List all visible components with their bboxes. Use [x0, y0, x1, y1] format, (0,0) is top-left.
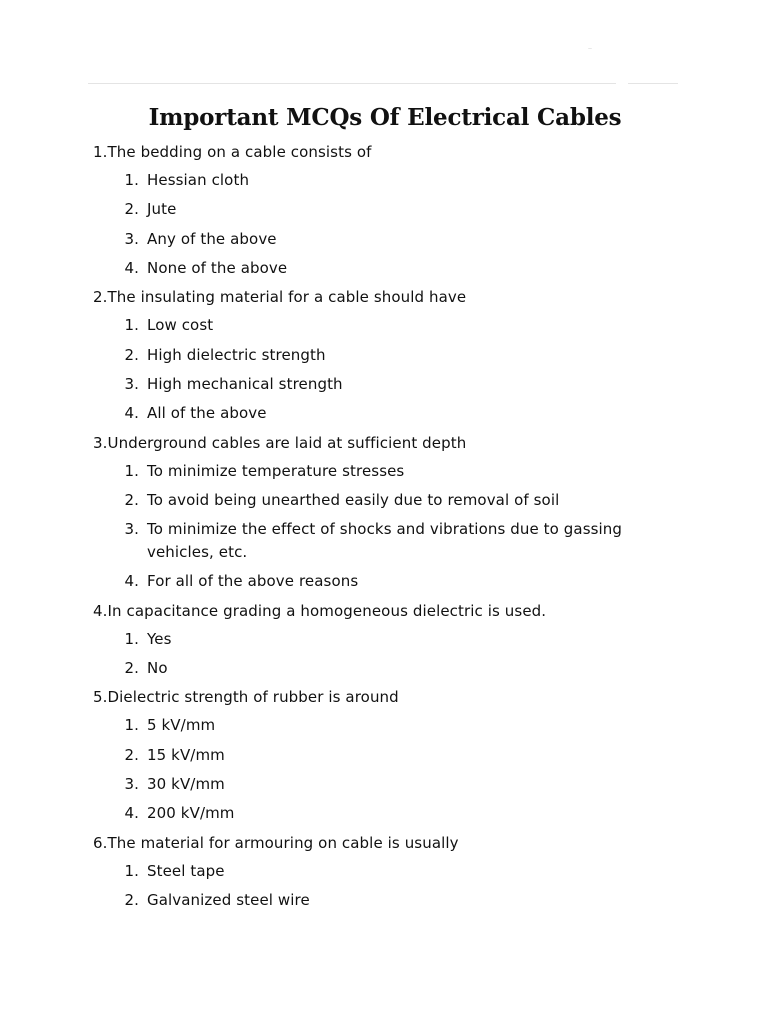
option-item	[93, 860, 673, 883]
option-item	[93, 773, 673, 796]
option-list	[93, 314, 673, 424]
option-number: 4.	[124, 804, 139, 823]
option-text: None of the above	[147, 258, 288, 277]
option-number: 2.	[124, 345, 139, 364]
option-text: Yes	[147, 629, 172, 648]
header-mark: —	[588, 46, 592, 51]
option-text: Hessian cloth	[147, 171, 250, 189]
option-item	[93, 628, 673, 651]
question-text: 4.In capacitance grading a homogeneous dielectric is used.	[93, 601, 547, 620]
option-item	[93, 344, 673, 367]
question-text: 1.The bedding on a cable consists of	[93, 143, 372, 161]
option-item	[93, 570, 673, 593]
option-item	[93, 489, 673, 512]
question-item	[93, 601, 673, 680]
option-number: 2.	[124, 745, 139, 764]
question-item	[93, 142, 673, 279]
option-list	[93, 460, 673, 593]
option-number: 1.	[124, 171, 139, 189]
option-text: 30 kV/mm	[147, 775, 225, 794]
option-item	[93, 744, 673, 767]
question-list	[93, 142, 673, 912]
option-number: 1.	[124, 461, 139, 480]
option-item	[93, 169, 673, 192]
header-divider-short	[628, 83, 678, 84]
option-number: 2.	[124, 200, 139, 219]
option-text: Galvanized steel wire	[147, 891, 310, 910]
option-text: To minimize the effect of shocks and vibrations due to gassing vehicles, etc.	[147, 520, 623, 561]
option-number: 1.	[124, 861, 139, 880]
question-item	[93, 833, 673, 912]
option-item	[93, 198, 673, 221]
option-text: All of the above	[147, 404, 267, 423]
question-text: 2.The insulating material for a cable should have	[93, 288, 467, 307]
option-text: Jute	[147, 200, 177, 219]
document-body	[93, 102, 673, 920]
option-list	[93, 169, 673, 279]
option-text: 200 kV/mm	[147, 804, 235, 823]
question-item	[93, 687, 673, 824]
document-title: Important MCQs Of Electrical Cables	[148, 104, 622, 131]
option-number: 3.	[124, 374, 139, 393]
option-number: 4.	[124, 258, 139, 277]
option-text: To avoid being unearthed easily due to removal of soil	[147, 491, 560, 510]
option-text: 5 kV/mm	[147, 716, 216, 735]
option-list	[93, 628, 673, 680]
option-item	[93, 228, 673, 251]
option-item	[93, 657, 673, 680]
option-item	[93, 714, 673, 737]
option-text: For all of the above reasons	[147, 572, 359, 591]
option-list	[93, 860, 673, 912]
option-number: 3.	[124, 775, 139, 794]
option-text: High dielectric strength	[147, 345, 326, 364]
option-item	[93, 402, 673, 425]
option-number: 3.	[124, 520, 139, 539]
option-text: To minimize temperature stresses	[147, 461, 405, 480]
option-number: 2.	[124, 658, 139, 677]
option-text: High mechanical strength	[147, 374, 343, 393]
option-item	[93, 257, 673, 280]
option-text: Steel tape	[147, 861, 225, 880]
question-item	[93, 433, 673, 593]
option-number: 1.	[124, 629, 139, 648]
option-text: Any of the above	[147, 229, 277, 248]
option-list	[93, 714, 673, 824]
option-item	[93, 373, 673, 396]
option-item	[93, 802, 673, 825]
option-text: No	[147, 658, 168, 677]
option-number: 2.	[124, 891, 139, 910]
option-number: 2.	[124, 491, 139, 510]
question-text: 3.Underground cables are laid at sufficient depth	[93, 433, 467, 452]
option-item	[93, 889, 673, 912]
option-text: 15 kV/mm	[147, 745, 225, 764]
option-item	[93, 518, 673, 563]
question-text: 5.Dielectric strength of rubber is around	[93, 688, 399, 707]
option-number: 4.	[124, 572, 139, 591]
option-item	[93, 460, 673, 483]
option-number: 4.	[124, 404, 139, 423]
option-number: 1.	[124, 716, 139, 735]
header-divider	[88, 83, 616, 84]
question-item	[93, 287, 673, 424]
option-item	[93, 314, 673, 337]
option-number: 3.	[124, 229, 139, 248]
option-text: Low cost	[147, 316, 214, 335]
question-text: 6.The material for armouring on cable is usually	[93, 833, 459, 852]
option-number: 1.	[124, 316, 139, 335]
